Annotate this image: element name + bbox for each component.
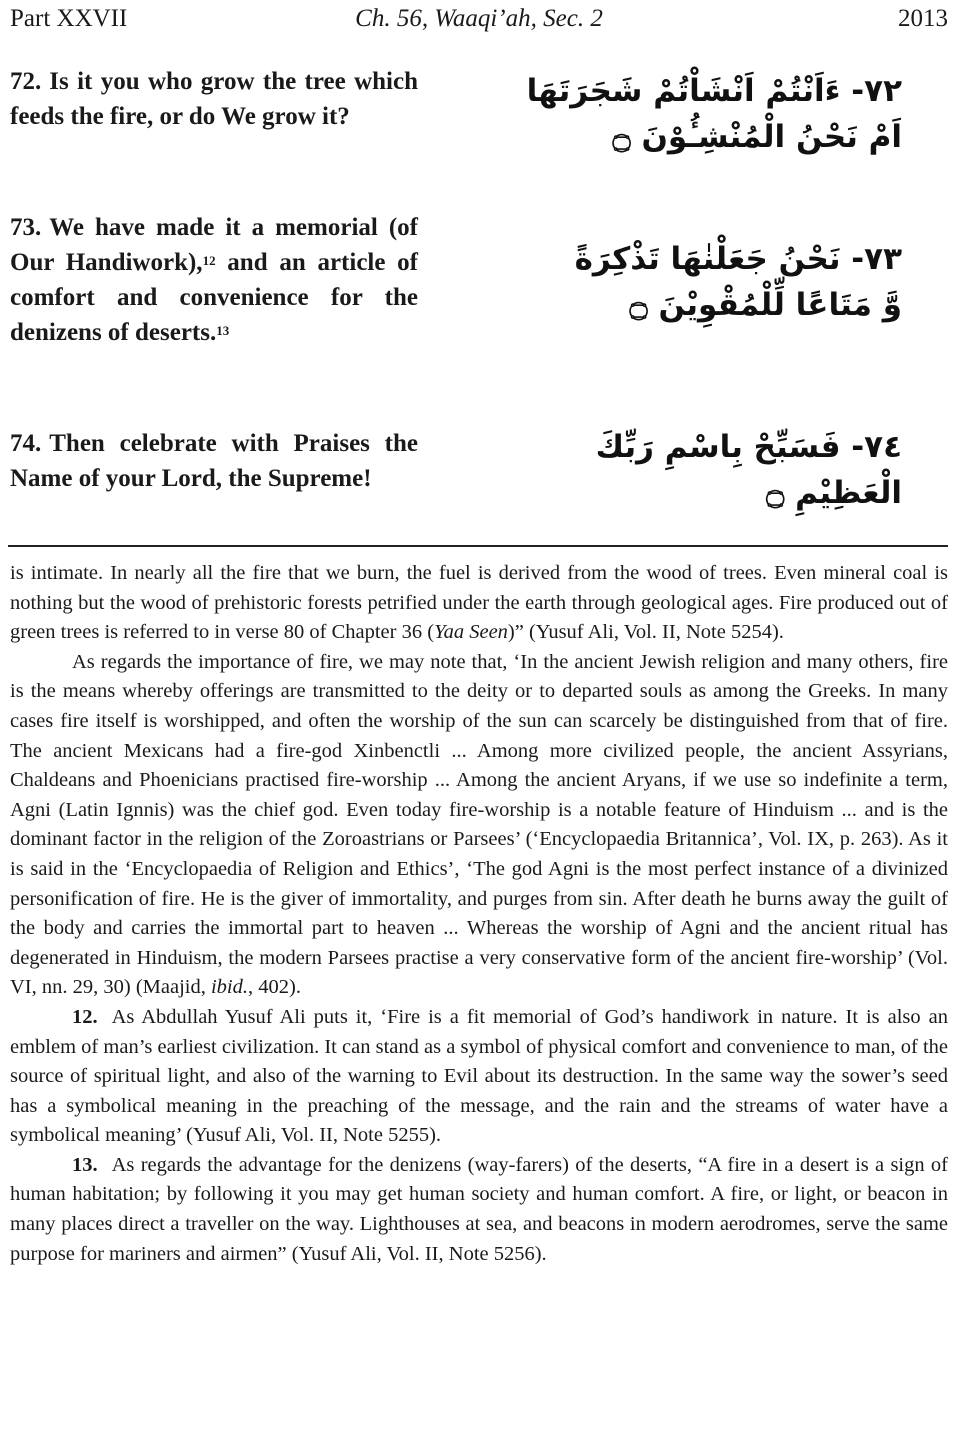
arabic-line: ٧٤- فَسَبِّحْ بِاسْمِ رَبِّكَ	[595, 429, 902, 465]
verse-text: We have made it a memorial (of Our Handiwork),	[10, 214, 418, 276]
verse-text: and an article of comfort and convenience for the denizens of deserts.	[10, 249, 419, 346]
verse-number: 74.	[10, 430, 42, 457]
footnote-12	[10, 1003, 948, 1151]
italic-ref: ibid.	[210, 976, 249, 999]
page-header	[10, 4, 948, 34]
footnote-text: As Abdullah Yusuf Ali puts it, ‘Fire is a fit memorial of God’s handiwork in nature. It is also an emblem of man’s earliest civilization. It can stand as a symbol of physical comfort and convenience to man, of the source of spiritual light, and also of the warning to Evil about its destruction. In the same way the sower’s seed has a symbolical meaning in the preaching of the message, and the rain and the streams of water have a symbolical meaning’ (Yusuf Ali, Vol. II, Note 5255).	[10, 1005, 948, 1147]
paragraph-text: is intimate. In nearly all the fire that we burn, the fuel is derived from the wood of trees. Even mineral coal is nothing but the wood of prehistoric forests petrified under the earth through geological ages. Fire produced out of green trees is referred to in verse 80 of Chapter 36 (	[10, 562, 948, 644]
section-divider	[8, 545, 948, 547]
verse-73-translation	[10, 210, 418, 350]
footnote-text: As regards the advantage for the denizens (way-farers) of the deserts, “A fire in a desert is a sign of human habitation; by following it you may get human society and human comfort. A fire, or light, or beacon in many places direct a traveller on the way. Lighthouses at sea, and beacons in modern aerodromes, serve the same purpose for mariners and airmen” (Yusuf Ali, Vol. II, Note 5256).	[10, 1153, 948, 1265]
paragraph-text: )” (Yusuf Ali, Vol. II, Note 5254).	[507, 621, 784, 644]
footnote-13	[10, 1151, 948, 1269]
page-number: 2013	[898, 5, 948, 32]
arabic-line: الْعَظِيْمِ ۝	[766, 475, 902, 511]
part-label: Part XXVII	[10, 5, 128, 32]
footnote-number: 12.	[72, 1005, 98, 1028]
verse-72-arabic	[526, 68, 902, 160]
footnote-ref-13: 13	[216, 323, 230, 338]
footnote-number: 13.	[72, 1153, 98, 1176]
arabic-line: ٧٢- ءَاَنْتُمْ اَنْشَاْتُمْ شَجَرَتَهَا	[526, 73, 902, 109]
verse-73-arabic	[572, 236, 902, 328]
italic-title: Yaa Seen	[434, 621, 508, 644]
paragraph-text: As regards the importance of fire, we may note that, ‘In the ancient Jewish religion and many others, fire is the means whereby offerings are transmitted to the deity or to departed souls as among the Greeks. In many cases fire itself is worshipped, and often the worship of the sun can scarcely be distinguished from that of fire. The ancient Mexicans had a fire-god Xinbenctli ... Among more civilized people, the ancient Assyrians, Chaldeans and Phoenicians practised fire-worship ... Among the ancient Aryans, if we use so indefinite a term, Agni (Latin Ignnis) was the chief god. Even today fire-worship is a notable feature of Hinduism ... and is the dominant factor in the religion of the Zoroastrians or Parsees’ (‘Encyclopaedia Britannica’, Vol. IX, p. 263). As it is said in the ‘Encyclopaedia of Religion and Ethics’, ‘The god Agni is the most perfect instance of a divinized personification of fire. He is the giver of immortality, and purges from sin. After death he burns away the guilt of the body and carries the immortal part to heaven ... Whereas the worship of Agni and the ancient ritual has degenerated in Hinduism, the modern Parsees practise a very conservative form of the ancient fire-worship’ (Vol. VI, nn. 29, 30) (Maajid,	[10, 650, 948, 999]
chapter-title: Ch. 56, Waaqi’ah, Sec. 2	[355, 5, 603, 32]
arabic-line: اَمْ نَحْنُ الْمُنْشِـُٔوْنَ ۝	[612, 119, 902, 155]
verse-number: 72.	[10, 68, 42, 95]
arabic-line: وَّ مَتَاعًا لِّلْمُقْوِيْنَ ۝	[629, 287, 902, 323]
verse-number: 73.	[10, 214, 42, 241]
verse-text: Then celebrate with Praises the Name of your Lord, the Supreme!	[10, 430, 418, 492]
commentary-paragraph	[10, 559, 948, 648]
footnote-ref-12: 12	[202, 253, 216, 268]
commentary-paragraph	[10, 648, 948, 1003]
paragraph-text: , 402).	[248, 976, 301, 999]
commentary	[10, 559, 948, 1269]
verse-74-arabic	[572, 424, 902, 516]
verse-72-translation	[10, 64, 418, 134]
arabic-line: ٧٣- نَحْنُ جَعَلْنٰهَا تَذْكِرَةً	[574, 241, 902, 277]
verse-text: Is it you who grow the tree which feeds the fire, or do We grow it?	[10, 68, 418, 130]
verse-74-translation	[10, 426, 418, 496]
